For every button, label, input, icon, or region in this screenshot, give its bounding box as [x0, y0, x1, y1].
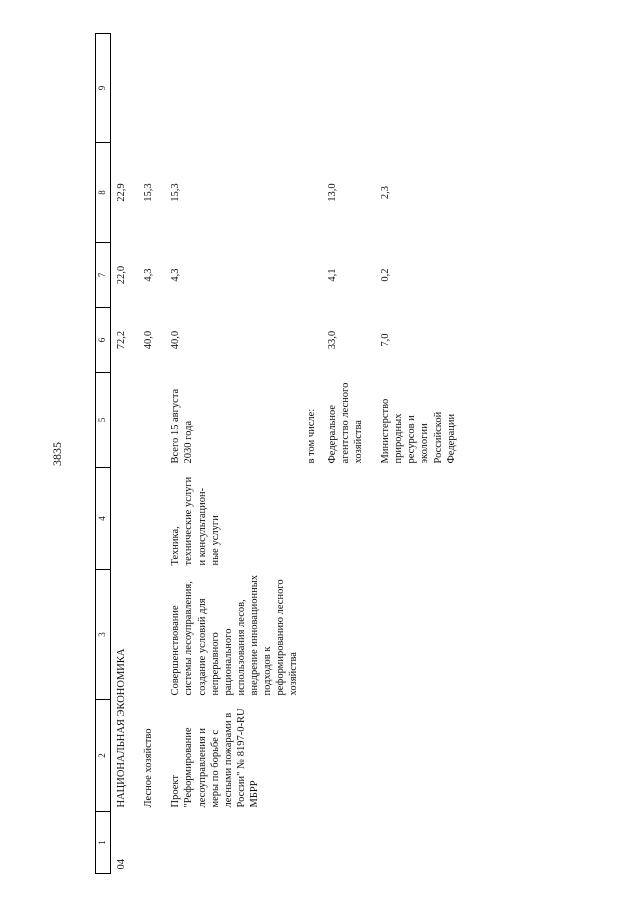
including-row — [303, 34, 320, 874]
section-title: НАЦИОНАЛЬНАЯ ЭКОНОМИКА — [116, 648, 127, 808]
value-cell: 15,3 — [170, 183, 182, 202]
section-code: 04 — [116, 859, 127, 870]
agency-name: Федеральное агентство лесного хозяйства — [326, 382, 364, 464]
value-cell: 22,9 — [116, 183, 127, 202]
page-number: 3835 — [50, 442, 64, 466]
agency-row — [320, 34, 367, 874]
section-row — [111, 34, 131, 874]
value-cell: 2,3 — [380, 185, 391, 200]
column-number: 5 — [96, 373, 111, 468]
project-total: Всего 15 августа 2030 года — [170, 388, 195, 464]
project-description: Совершенствование системы лесоуправления, создание условий для непрерывного рационального использования лесов, внедрение инновационных подходов к реформированию лесного хозяйства — [170, 575, 300, 696]
column-number: 4 — [96, 468, 111, 570]
column-number: 3 — [96, 570, 111, 700]
value-cell: 4,3 — [170, 268, 182, 282]
value-cell: 13,0 — [326, 183, 338, 202]
column-number: 6 — [96, 308, 111, 373]
value-cell: 33,0 — [326, 330, 338, 350]
forestry-row — [130, 34, 157, 874]
value-cell: 4,3 — [143, 268, 155, 282]
value-cell: 22,0 — [116, 265, 127, 285]
column-number: 8 — [96, 143, 111, 243]
value-cell: 4,1 — [326, 268, 338, 282]
project-row — [157, 34, 302, 874]
value-cell: 15,3 — [143, 183, 155, 202]
rotated-table-page — [95, 34, 610, 874]
column-number-row — [96, 34, 111, 874]
column-number: 1 — [96, 812, 111, 874]
project-name: Проект "Реформирование лесоуправления и меры по борьбе с лесными пожарами в России" № 8197-0-RU МБРР — [170, 708, 260, 808]
budget-table — [95, 33, 460, 874]
value-cell: 40,0 — [170, 330, 182, 350]
forestry-title: Лесное хозяйство — [143, 728, 155, 808]
value-cell: 72,2 — [116, 330, 127, 350]
column-number: 9 — [96, 34, 111, 143]
agency-row — [367, 34, 460, 874]
value-cell: 0,2 — [380, 268, 391, 282]
project-type: Техника, технические услуги и консультацион-ные услуги — [170, 476, 221, 566]
agency-name: Министерство природных ресурсов и экологии Российской Федерации — [380, 398, 457, 464]
including-label: в том числе: — [305, 408, 317, 464]
column-number: 2 — [96, 700, 111, 812]
value-cell: 40,0 — [143, 330, 155, 350]
value-cell: 7,0 — [380, 333, 391, 347]
column-number: 7 — [96, 243, 111, 308]
